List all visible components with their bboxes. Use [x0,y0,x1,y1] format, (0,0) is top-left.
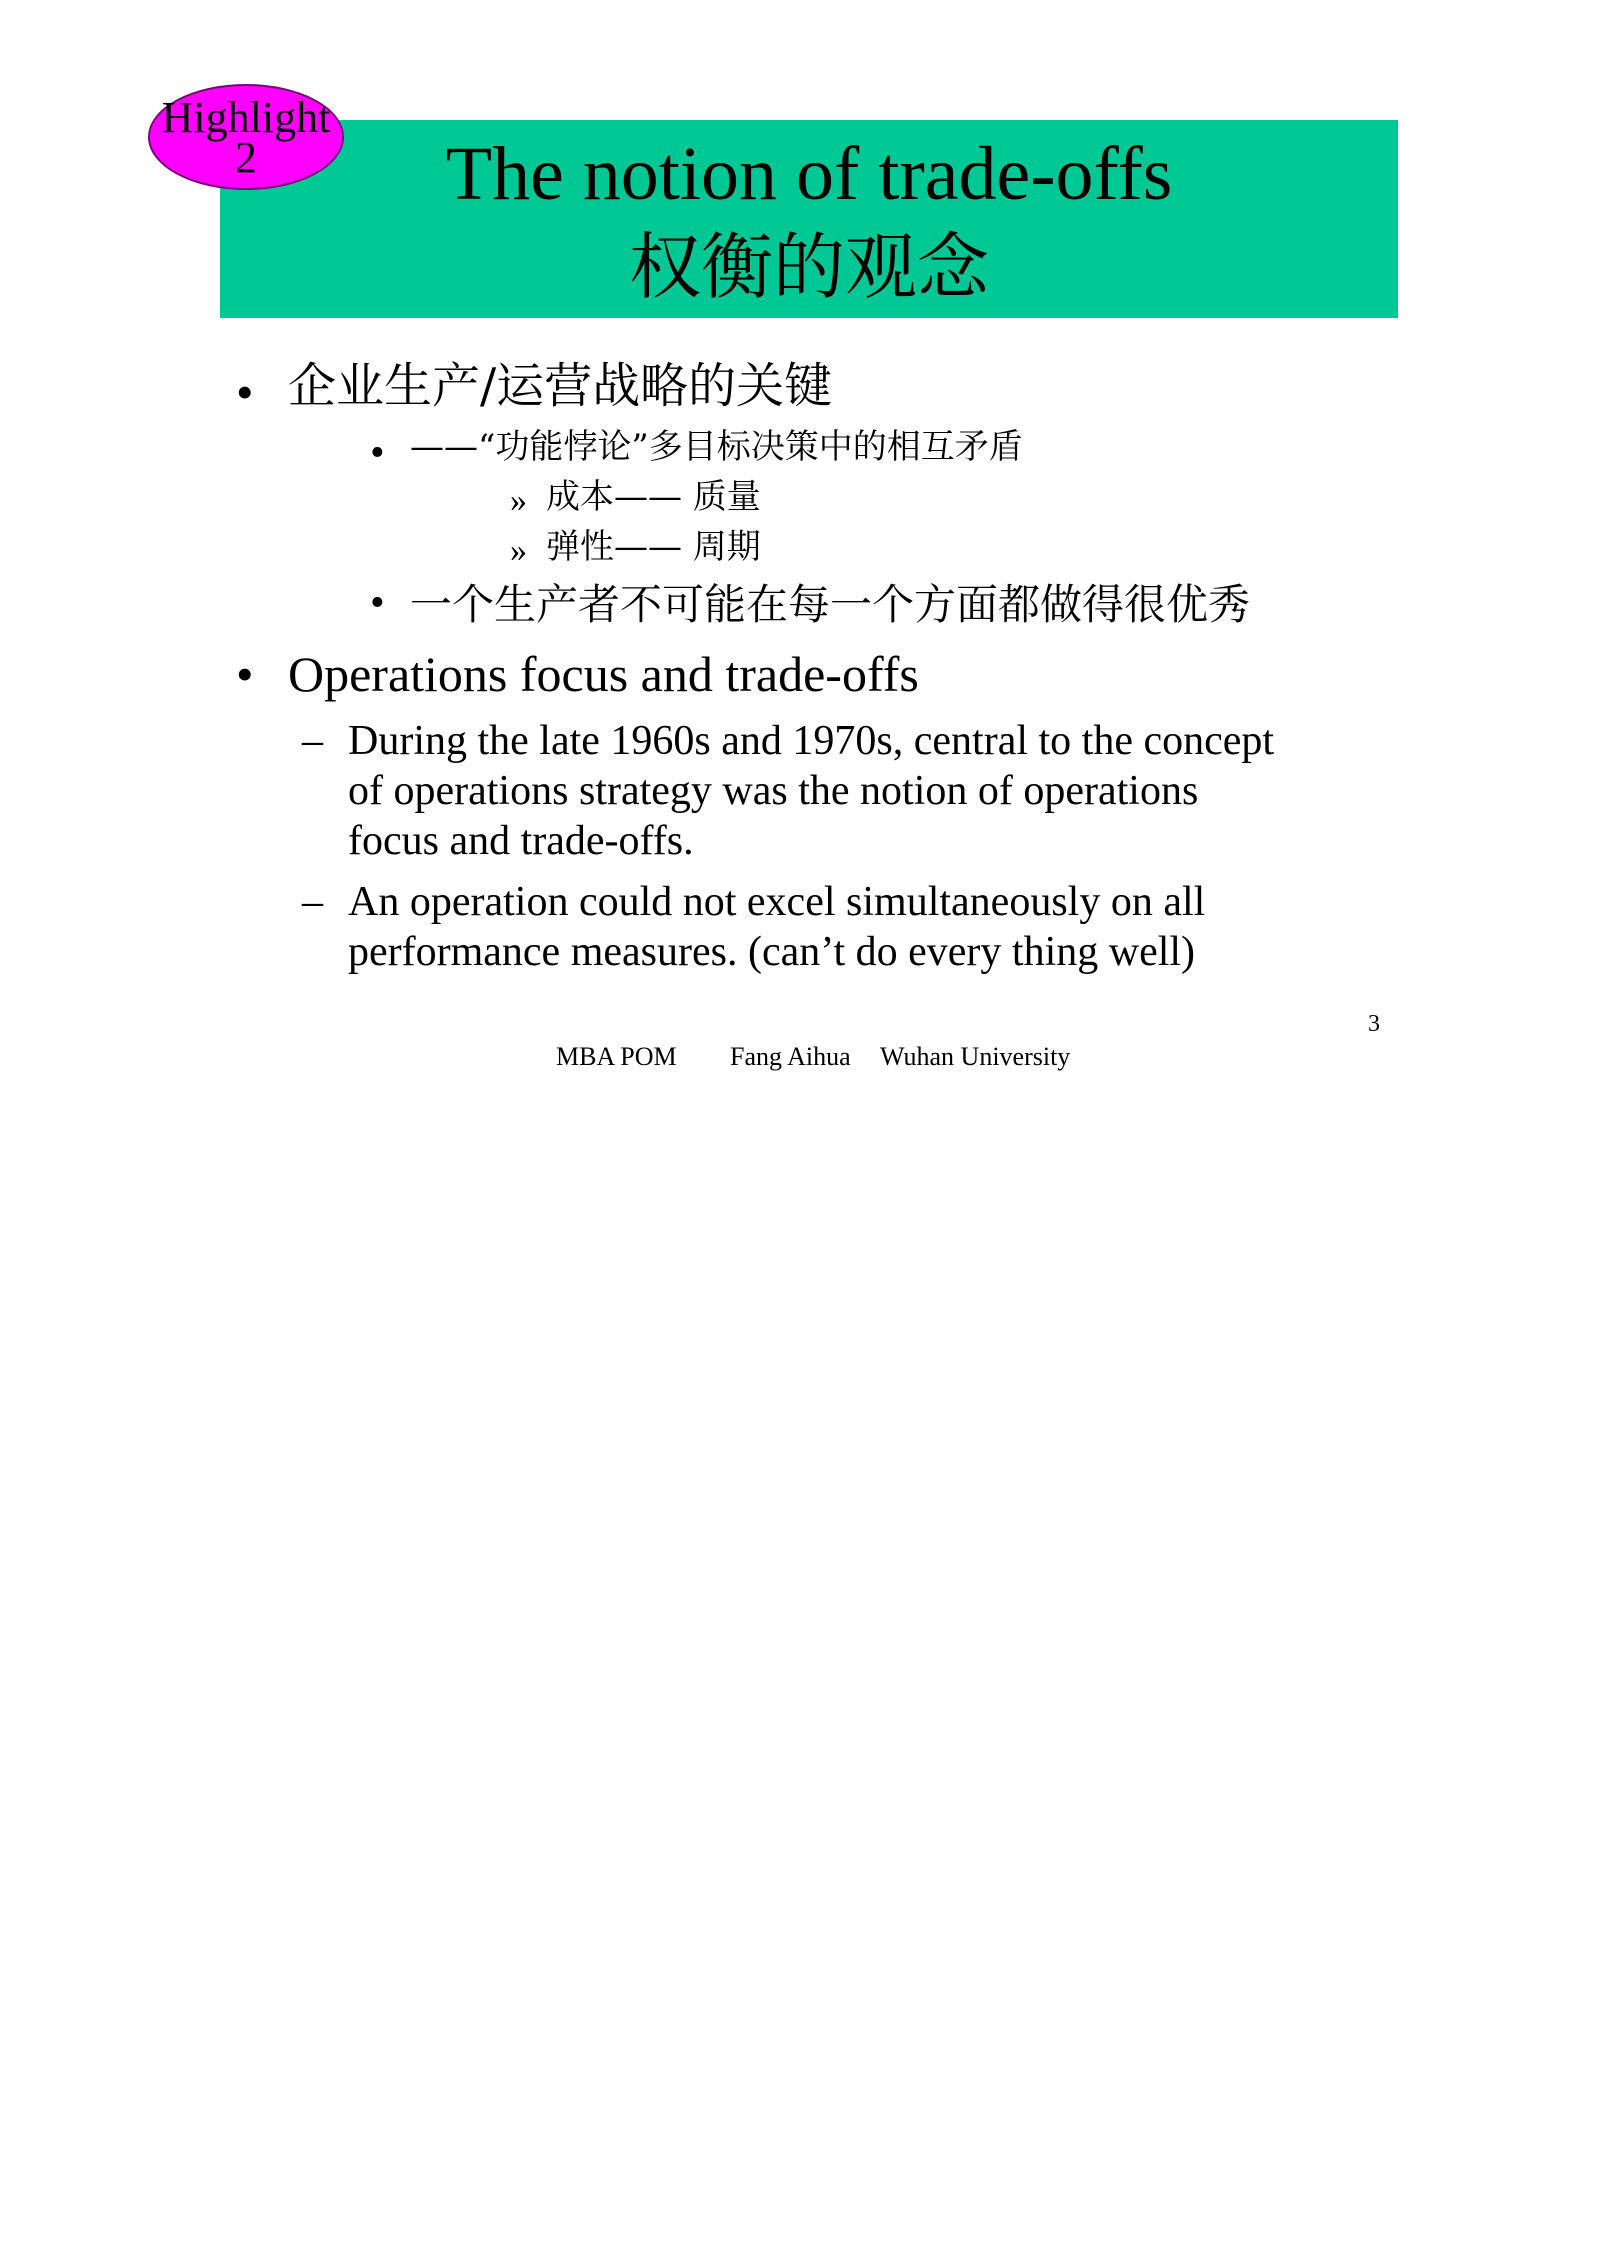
dash-icon: – [302,879,323,925]
dash-item-1-line-3: focus and trade-offs. [348,818,694,864]
tradeoff-pair-flexibility-cycle: 弹性—— 周期 [546,527,761,567]
highlight-badge-label: Highlight [161,93,331,142]
footer-author: Fang Aihua [730,1042,851,1071]
dash-icon: – [302,718,323,764]
page-number: 3 [1368,1011,1380,1037]
footer-course: MBA POM [556,1042,677,1071]
operations-focus-heading: Operations focus and trade-offs [288,646,919,702]
dash-item-1-line-2: of operations strategy was the notion of operations [348,768,1199,814]
sub-bullet-icon: » [510,482,527,519]
dash-item-1-line-1: During the late 1960s and 1970s, central to the concept [348,718,1275,764]
key-point-text: 企业生产/运营战略的关键 [288,358,833,414]
dash-item-2-line-2: performance measures. (can’t do every thing well) [348,929,1196,975]
title-banner [220,120,1398,318]
bullet-icon: • [370,430,385,476]
dash-item-2-line-1: An operation could not excel simultaneously on all [348,879,1206,925]
sub-bullet-icon: » [510,532,527,569]
bullet-icon: • [236,646,254,702]
cannot-excel-text: 一个生产者不可能在每一个方面都做得很优秀 [410,580,1251,629]
slide-title-chinese: 权衡的观念 [628,225,989,309]
slide-title: The notion of trade-offs [445,132,1173,216]
bullet-icon: • [370,580,385,626]
highlight-badge-number: 2 [235,133,257,182]
highlight-badge [148,84,344,190]
footer-university: Wuhan University [880,1042,1071,1071]
tradeoff-pair-cost-quality: 成本—— 质量 [546,477,761,517]
bullet-icon: • [236,364,254,420]
paradox-text: ——“功能悖论”多目标决策中的相互矛盾 [410,427,1023,467]
